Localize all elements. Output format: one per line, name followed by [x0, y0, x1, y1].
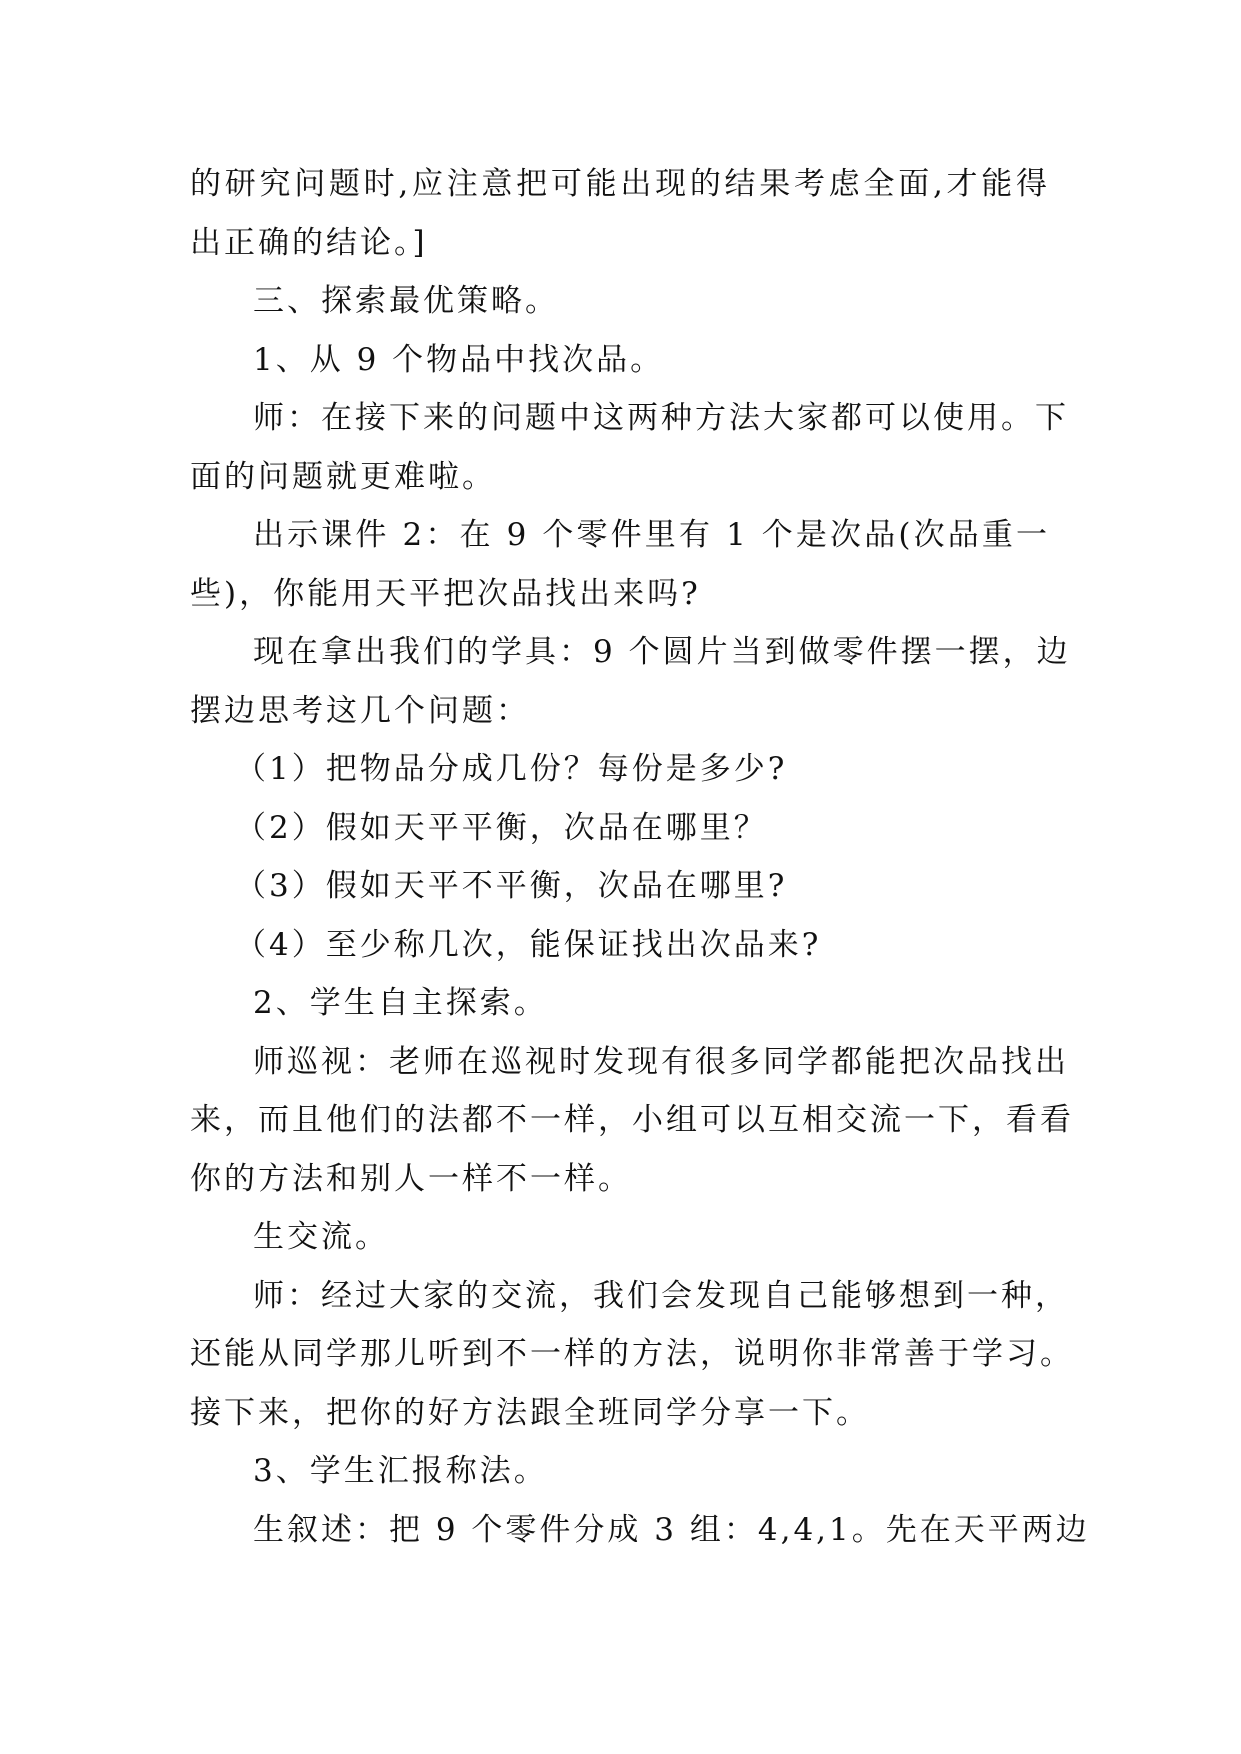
paragraph-line: 生叙述：把 9 个零件分成 3 组：4,4,1。先在天平两边: [253, 1511, 1090, 1548]
paragraph-line: 来，而且他们的法都不一样，小组可以互相交流一下，看看: [190, 1102, 1074, 1138]
subsection-heading: 2、学生自主探索。: [253, 985, 548, 1021]
paragraph-line: 师：经过大家的交流，我们会发现自己能够想到一种，: [253, 1277, 1069, 1314]
question-item: （1）把物品分成几份？每份是多少?: [235, 751, 788, 787]
paragraph-line: 摆边思考这几个问题：: [190, 692, 530, 729]
paragraph-line: 师巡视：老师在巡视时发现有很多同学都能把次品找出: [253, 1043, 1069, 1080]
paragraph-line: 接下来，把你的好方法跟全班同学分享一下。: [190, 1394, 870, 1431]
paragraph-line: 生交流。: [253, 1219, 389, 1255]
paragraph-line: 师：在接下来的问题中这两种方法大家都可以使用。下: [253, 400, 1069, 436]
paragraph-line: 出正确的结论。]: [190, 224, 428, 261]
paragraph-line: 的研究问题时,应注意把可能出现的结果考虑全面,才能得: [190, 166, 1050, 202]
document-body: [190, 155, 1090, 1559]
section-heading: 三、探索最优策略。: [253, 283, 559, 319]
paragraph-line: 些)，你能用天平把次品找出来吗?: [190, 575, 701, 612]
question-item: （3）假如天平不平衡，次品在哪里?: [235, 868, 788, 904]
paragraph-line: 你的方法和别人一样不一样。: [190, 1160, 632, 1197]
paragraph-line: 现在拿出我们的学具：9 个圆片当到做零件摆一摆，边: [253, 634, 1071, 670]
subsection-heading: 3、学生汇报称法。: [253, 1453, 548, 1489]
paragraph-line: 还能从同学那儿听到不一样的方法，说明你非常善于学习。: [190, 1336, 1074, 1372]
paragraph-line: 面的问题就更难啦。: [190, 458, 496, 495]
question-item: （2）假如天平平衡，次品在哪里？: [235, 809, 768, 846]
question-item: （4）至少称几次，能保证找出次品来?: [235, 926, 822, 963]
subsection-heading: 1、从 9 个物品中找次品。: [253, 341, 665, 378]
paragraph-line: 出示课件 2：在 9 个零件里有 1 个是次品(次品重一: [253, 517, 1050, 553]
